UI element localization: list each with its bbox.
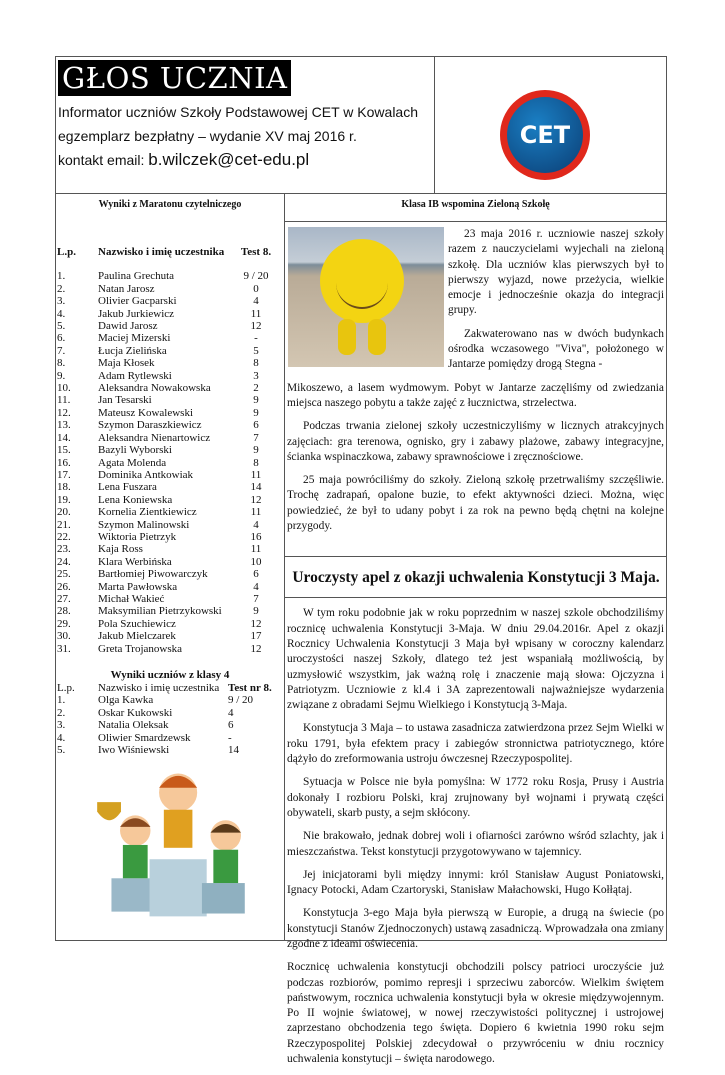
- cet-logo: [500, 90, 590, 180]
- row-score: 9: [253, 406, 259, 419]
- row-name: Oliwier Smardzewsk: [98, 731, 191, 744]
- row-name: Greta Trojanowska: [98, 642, 183, 655]
- row-name: Kornelia Zientkiewicz: [98, 506, 197, 519]
- row-score: 14: [228, 744, 239, 757]
- row-score: 2: [253, 382, 259, 395]
- paragraph: Podczas trwania zielonej szkoły uczestniczyliśmy w licznych atrakcyjnych zajęciach: gra terenowa, ognisko, gry i zabawy plażowe, zabawy integracyjne, ścianka wspinaczkowa, zabawy sprawnościowe i zręcznościowe.: [287, 420, 664, 463]
- row-score: 9: [253, 444, 259, 457]
- table-row: [57, 332, 276, 344]
- paragraph: W tym roku podobnie jak w roku poprzednim w naszej szkole obchodziliśmy rocznicę uchwalenia Konstytucji 3-Maja. W dniu 29.04.2016r. Apel z okazji Rocznicy Uchwalenia Konstytucji 3 Maja był wpisany w coroczny kalendarz uroczystości naszej Szkoły, dlatego też jest wspaniałą możliwością, by uzmysłowić wszystkim, jak ważną rolę i znaczenie mają słowa: Ojczyzna i Patriotyzm. Uczniowie z kl.4 i 3A zaprezentowali najważniejsze wydarzenia związane z obradami Sejmu Wielkiego i Konstytucją 3-Maja.: [287, 607, 664, 712]
- row-score: 4: [253, 580, 259, 593]
- row-lp: 4.: [57, 307, 66, 320]
- row-score: 8: [253, 456, 259, 469]
- newspaper-title: GŁOS UCZNIA: [58, 60, 291, 96]
- row-lp: 4.: [57, 731, 66, 744]
- right-column: [285, 225, 667, 1075]
- row-name: Aleksandra Nienartowicz: [98, 431, 211, 444]
- row-lp: 5.: [57, 320, 66, 333]
- row-name: Jakub Jurkiewicz: [98, 307, 175, 320]
- table-row: [57, 543, 276, 555]
- table-row: [57, 707, 276, 719]
- row-lp: 7.: [57, 344, 66, 357]
- row-score: 9: [253, 394, 259, 407]
- row-name: Oskar Kukowski: [98, 706, 173, 719]
- paragraph: Jej inicjatorami byli między innymi: król Stanisław August Poniatowski, Ignacy Potocki, Adam Czartoryski, Stanisław Małachowski, Hugo Kołłątaj.: [287, 868, 664, 897]
- smiley-photo: [288, 227, 444, 367]
- podium-3: [202, 883, 245, 913]
- row-name: Maciej Mizerski: [98, 332, 171, 345]
- row-lp: 8.: [57, 357, 66, 370]
- table-row: [57, 643, 276, 655]
- class4-title: Wyniki uczniów z klasy 4: [110, 669, 230, 681]
- row-lp: 2.: [57, 282, 66, 295]
- row-name: Bartłomiej Piwowarczyk: [98, 568, 208, 581]
- podium-illustration: [88, 764, 273, 924]
- row-lp: 18.: [57, 481, 71, 494]
- row-score: 12: [250, 493, 262, 506]
- row-lp: 21.: [57, 518, 71, 531]
- table-row: [57, 719, 276, 731]
- row-score: 4: [253, 518, 259, 531]
- left-heading: Wyniki z Maratonu czytelniczego: [98, 199, 242, 210]
- paragraph: Rocznicę uchwalenia konstytucji obchodzili polscy patrioci uroczyście już podczas rozbiorów, pomimo represji i sprzeciwu zaborców. Wielkim świętem państwowym, rocznica uchwalenia konstytucji była w okresie międzywojennym. Po II wojnie światowej, w nowej rzeczywistości politycznej i ustrojowej zaprzestano obchodzenia tego święta. Dopiero 6 kwietnia 1990 roku sejm Rzeczypospolitej Polskiej zdecydował o przywróceniu w dniu rocznicy uchwalenia konstytucji – święta narodowego.: [287, 961, 664, 1066]
- row-name: Olivier Gacparski: [98, 295, 177, 308]
- col-lp: L.p.: [57, 682, 75, 694]
- row-lp: 15.: [57, 444, 71, 457]
- paragraph: Konstytucja 3 Maja – to ustawa zasadnicza zatwierdzona przez Sejm Wielki w roku 1791, była efektem pracy i zabiegów stronnictwa patriotycznego, które dążyło do zreformowania ustroju ówczesnej Rzeczypospolitej.: [287, 722, 664, 766]
- table-row: [57, 531, 276, 543]
- table-row: [57, 556, 276, 568]
- row-score: 5: [253, 344, 259, 357]
- row-lp: 16.: [57, 456, 71, 469]
- row-lp: 28.: [57, 605, 71, 618]
- table-row: [57, 432, 276, 444]
- row-score: 9: [253, 605, 259, 618]
- row-lp: 13.: [57, 419, 71, 432]
- divider: [285, 221, 667, 222]
- row-score: 6: [253, 419, 259, 432]
- contact-label: kontakt email:: [58, 152, 149, 168]
- row-name: Maksymilian Pietrzykowski: [98, 605, 222, 618]
- row-lp: 2.: [57, 706, 66, 719]
- row-score: 7: [253, 592, 259, 605]
- table-row: [57, 469, 276, 481]
- row-name: Szymon Daraszkiewicz: [98, 419, 202, 432]
- row-score: 16: [250, 530, 262, 543]
- table-row: [57, 457, 276, 469]
- row-name: Adam Rytlewski: [98, 369, 172, 382]
- row-score: 11: [250, 307, 262, 320]
- row-name: Michał Wakieć: [98, 592, 165, 605]
- paragraph: Mikoszewo, a lasem wydmowym. Pobyt w Jantarze zaczęliśmy od zwiedzania miejsca naszego pobytu a także zajęć z łucznictwa, strzelectwa.: [287, 381, 664, 409]
- row-score: 11: [250, 543, 262, 556]
- col-score: Test nr 8.: [228, 682, 272, 694]
- right-heading: Klasa IB wspomina Zieloną Szkołę: [401, 199, 550, 210]
- row-name: Kaja Ross: [98, 543, 143, 556]
- row-name: Klara Werbińska: [98, 555, 172, 568]
- row-name: Natan Jarosz: [98, 282, 155, 295]
- col-name: Nazwisko i imię uczestnika: [98, 246, 225, 258]
- row-score: 12: [250, 320, 262, 333]
- paragraph: Zakwaterowano nas w dwóch budynkach ośrodka wczasowego "Viva", położonego w Jantarze pomiędzy drogą Stegna -: [448, 327, 664, 371]
- row-score: 11: [250, 468, 262, 481]
- row-lp: 3.: [57, 719, 66, 732]
- table-row: [57, 494, 276, 506]
- logo-text: CET: [507, 97, 583, 173]
- row-lp: 17.: [57, 468, 71, 481]
- row-lp: 1.: [57, 270, 66, 283]
- row-name: Paulina Grechuta: [98, 270, 175, 283]
- row-score: -: [254, 332, 258, 345]
- col-name: Nazwisko i imię uczestnika: [98, 682, 220, 694]
- left-column: [57, 246, 283, 924]
- row-lp: 19.: [57, 493, 71, 506]
- row-name: Wiktoria Pietrzyk: [98, 530, 177, 543]
- edition: egzemplarz bezpłatny – wydanie XV maj 2016 r.: [58, 128, 357, 144]
- row-name: Iwo Wiśniewski: [98, 744, 170, 757]
- paragraph: Konstytucja 3-ego Maja była pierwszą w Europie, a drugą na świecie (po konstytucji Stanów Zjednoczonych) ustawą zasadniczą. Wprowadzała ona zmiany zgodne z ideami oświecenia.: [287, 907, 664, 950]
- row-score: 12: [250, 617, 262, 630]
- contact: [58, 150, 309, 170]
- row-lp: 27.: [57, 592, 71, 605]
- table-row: [57, 732, 276, 744]
- row-lp: 22.: [57, 530, 71, 543]
- row-lp: 24.: [57, 555, 71, 568]
- row-lp: 12.: [57, 406, 71, 419]
- row-lp: 26.: [57, 580, 71, 593]
- table-row: [57, 295, 276, 307]
- table-row: [57, 605, 276, 617]
- row-score: 4: [228, 706, 234, 719]
- row-name: Maja Kłosek: [98, 357, 155, 370]
- table-row: [57, 382, 276, 394]
- table-row: [57, 744, 276, 756]
- table-row: [57, 481, 276, 493]
- row-lp: 6.: [57, 332, 66, 345]
- row-name: Olga Kawka: [98, 694, 154, 707]
- table-row: [57, 506, 276, 518]
- table-row: [57, 519, 276, 531]
- row-name: Agata Molenda: [98, 456, 167, 469]
- row-score: 14: [250, 481, 262, 494]
- row-score: 12: [250, 642, 262, 655]
- table-row: [57, 568, 276, 580]
- table-row: [57, 370, 276, 382]
- table-row: [57, 270, 276, 282]
- article-title: Uroczysty apel z okazji uchwalenia Konstytucji 3 Maja.: [285, 556, 667, 598]
- row-name: Dominika Antkowiak: [98, 468, 194, 481]
- row-score: 6: [253, 568, 259, 581]
- contact-email[interactable]: b.wilczek@cet-edu.pl: [148, 150, 310, 169]
- row-score: 4: [253, 295, 259, 308]
- row-name: Jakub Mielczarek: [98, 630, 176, 643]
- paragraph: Sytuacja w Polsce nie była pomyślna: W 1772 roku Rosja, Prusy i Austria dokonały I rozbioru Polski, kraj zrujnowany był wojnami i prywatą części obywateli, skarb pusty, a sejm skłócony.: [287, 776, 664, 819]
- table-row: [57, 694, 276, 706]
- table-row: [57, 357, 276, 369]
- row-name: Mateusz Kowalewski: [98, 406, 194, 419]
- col-score: Test 8.: [240, 246, 272, 258]
- row-lp: 23.: [57, 543, 71, 556]
- row-name: Jan Tesarski: [98, 394, 152, 407]
- row-name: Pola Szuchiewicz: [98, 617, 176, 630]
- table-row: [57, 407, 276, 419]
- article-green-school: [285, 225, 667, 542]
- subtitle: Informator uczniów Szkoły Podstawowej CET w Kowalach: [58, 104, 419, 120]
- table-row: [57, 593, 276, 605]
- row-lp: 5.: [57, 744, 66, 757]
- row-name: Dawid Jarosz: [98, 320, 158, 333]
- row-lp: 14.: [57, 431, 71, 444]
- row-lp: 1.: [57, 694, 66, 707]
- row-score: 9 / 20: [228, 694, 254, 707]
- table-row: [57, 345, 276, 357]
- row-score: 0: [253, 282, 259, 295]
- table-row: [57, 630, 276, 642]
- row-name: Lena Koniewska: [98, 493, 173, 506]
- row-name: Bazyli Wyborski: [98, 444, 172, 457]
- row-lp: 3.: [57, 295, 66, 308]
- trophy-icon: [97, 803, 121, 821]
- row-lp: 11.: [57, 394, 71, 407]
- row-score: 9 / 20: [243, 270, 269, 283]
- row-score: 17: [250, 630, 262, 643]
- row-score: 7: [253, 431, 259, 444]
- podium-1: [150, 860, 207, 917]
- table-row: [57, 419, 276, 431]
- row-score: 3: [253, 369, 259, 382]
- row-score: 10: [250, 555, 262, 568]
- row-score: -: [228, 731, 232, 744]
- row-score: 8: [253, 357, 259, 370]
- row-lp: 30.: [57, 630, 71, 643]
- paragraph: 23 maja 2016 r. uczniowie naszej szkoły razem z nauczycielami wyjechali na zieloną szkołę. Dla uczniów klas pierwszych był to pierwszy wyjazd, nowe przeżycia, wielkie emocje i jednocześnie okazja do integracji grupy.: [448, 228, 664, 317]
- table-row: [57, 581, 276, 593]
- table-row: [57, 618, 276, 630]
- row-lp: 20.: [57, 506, 71, 519]
- paragraph: 25 maja powróciliśmy do szkoły. Zieloną szkołę przetrwaliśmy szczęśliwie. Trochę zadrapań, opalone buzie, to efekt aktywności dzieci. Można, więc powiedzieć, że był to udany pobyt i za rok na pewno będą chętni na kolejne przygody.: [287, 474, 664, 533]
- row-name: Aleksandra Nowakowska: [98, 382, 211, 395]
- table-row: [57, 320, 276, 332]
- row-name: Łucja Zielińska: [98, 344, 167, 357]
- row-score: 6: [228, 719, 234, 732]
- results-table: [57, 246, 276, 655]
- row-name: Natalia Oleksak: [98, 719, 169, 732]
- row-name: Lena Fuszara: [98, 481, 157, 494]
- row-name: Marta Pawłowska: [98, 580, 178, 593]
- table-row: [57, 444, 276, 456]
- table-row: [57, 308, 276, 320]
- row-lp: 31.: [57, 642, 71, 655]
- article-constitution: [285, 598, 667, 1067]
- row-lp: 29.: [57, 617, 71, 630]
- row-name: Szymon Malinowski: [98, 518, 190, 531]
- paragraph: Nie brakowało, jednak dobrej woli i ofiarności zarówno wśród szlachty, jak i mieszczaństwa. Tekst konstytucji przygotowywano w tajemnicy.: [287, 830, 664, 858]
- row-lp: 10.: [57, 382, 71, 395]
- table-header: [57, 682, 276, 694]
- row-score: 11: [250, 506, 262, 519]
- class4-table: [57, 682, 276, 756]
- table-header: [57, 246, 276, 270]
- table-row: [57, 394, 276, 406]
- row-lp: 25.: [57, 568, 71, 581]
- table-row: [57, 283, 276, 295]
- row-lp: 9.: [57, 369, 66, 382]
- col-lp: L.p.: [57, 246, 76, 258]
